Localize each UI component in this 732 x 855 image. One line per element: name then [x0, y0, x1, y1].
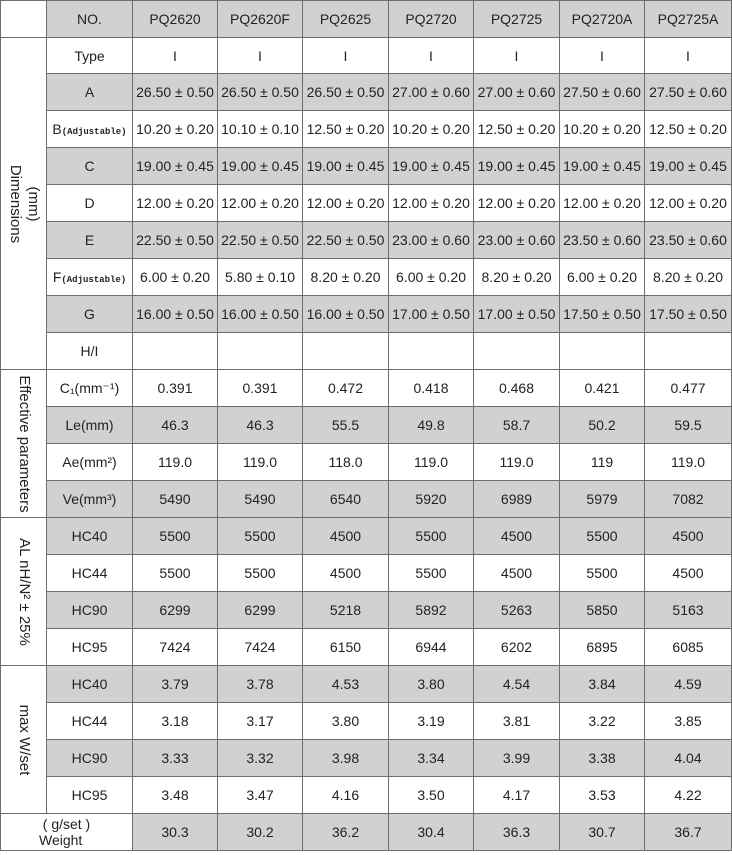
- effective-row-value: 46.3: [218, 407, 303, 444]
- al-row-value: 4500: [474, 555, 560, 592]
- power-row-value: 4.59: [645, 666, 732, 703]
- dimension-value: 19.00 ± 0.45: [474, 148, 560, 185]
- al-row-value: 5263: [474, 592, 560, 629]
- effective-row-value: 0.418: [389, 370, 474, 407]
- al-row-value: 5500: [389, 555, 474, 592]
- al-row-value: 7424: [218, 629, 303, 666]
- al-row-value: 5218: [303, 592, 389, 629]
- al-group-label: [15, 538, 33, 646]
- al-row-value: 6299: [218, 592, 303, 629]
- power-row-value: 3.78: [218, 666, 303, 703]
- dimension-value: [303, 333, 389, 370]
- corner-cell: [1, 1, 47, 38]
- effective-row-value: 59.5: [645, 407, 732, 444]
- power-row-value: 3.47: [218, 777, 303, 814]
- al-row-value: 6299: [133, 592, 218, 629]
- model-header: PQ2720: [389, 1, 474, 38]
- dimension-row: [1, 222, 732, 259]
- dimension-value: 22.50 ± 0.50: [218, 222, 303, 259]
- type-value: I: [560, 38, 645, 74]
- dimension-label: [47, 111, 133, 148]
- al-row-value: 5500: [560, 518, 645, 555]
- weight-value: 30.2: [218, 814, 303, 851]
- dimension-row: [1, 74, 732, 111]
- al-row-label: HC95: [47, 629, 133, 666]
- power-row-label: HC95: [47, 777, 133, 814]
- al-row: [1, 592, 732, 629]
- power-row-value: 3.84: [560, 666, 645, 703]
- power-row-value: 3.33: [133, 740, 218, 777]
- effective-group-label: [15, 375, 33, 512]
- effective-row-value: 0.391: [218, 370, 303, 407]
- dimension-value: 8.20 ± 0.20: [474, 259, 560, 296]
- dimension-value: 22.50 ± 0.50: [133, 222, 218, 259]
- power-row-value: 3.34: [389, 740, 474, 777]
- dimension-value: [474, 333, 560, 370]
- dimension-row: [1, 333, 732, 370]
- dimension-letter: B: [52, 121, 62, 137]
- dimension-label: [47, 296, 133, 333]
- al-row-value: 4500: [474, 518, 560, 555]
- weight-value: 30.7: [560, 814, 645, 851]
- al-row-label: HC90: [47, 592, 133, 629]
- al-row-value: 6202: [474, 629, 560, 666]
- effective-row: [1, 481, 732, 518]
- dimension-value: 16.00 ± 0.50: [303, 296, 389, 333]
- type-row: [1, 38, 732, 74]
- power-row: [1, 740, 732, 777]
- dimension-value: 12.00 ± 0.20: [218, 185, 303, 222]
- effective-row-value: 55.5: [303, 407, 389, 444]
- effective-row-value: 0.391: [133, 370, 218, 407]
- al-row-value: 4500: [303, 518, 389, 555]
- dimension-row: [1, 148, 732, 185]
- type-value: I: [645, 38, 732, 74]
- power-row-label: HC90: [47, 740, 133, 777]
- dimension-value: [645, 333, 732, 370]
- effective-row-value: 0.468: [474, 370, 560, 407]
- header-row: [1, 1, 732, 38]
- dimension-row: [1, 259, 732, 296]
- power-row-value: 3.80: [389, 666, 474, 703]
- power-row-value: 4.17: [474, 777, 560, 814]
- dimension-letter: A: [84, 84, 95, 100]
- dimension-value: 19.00 ± 0.45: [133, 148, 218, 185]
- weight-value: 30.3: [133, 814, 218, 851]
- power-row-value: 3.85: [645, 703, 732, 740]
- dimension-value: 19.00 ± 0.45: [389, 148, 474, 185]
- dimension-value: 10.20 ± 0.20: [133, 111, 218, 148]
- adjustable-note: (Adjustable): [61, 275, 127, 285]
- dimension-value: [389, 333, 474, 370]
- power-row: [1, 666, 732, 703]
- al-row-value: 5500: [389, 518, 474, 555]
- al-row-value: 5500: [218, 518, 303, 555]
- effective-row-value: 119.0: [389, 444, 474, 481]
- model-header: PQ2620: [133, 1, 218, 38]
- model-header: PQ2720A: [560, 1, 645, 38]
- effective-row-value: 49.8: [389, 407, 474, 444]
- al-row-value: 6895: [560, 629, 645, 666]
- effective-row-value: 119.0: [474, 444, 560, 481]
- effective-row-value: 5490: [133, 481, 218, 518]
- power-row-value: 4.22: [645, 777, 732, 814]
- dimension-label: [47, 185, 133, 222]
- al-row: [1, 518, 732, 555]
- effective-row-value: 5490: [218, 481, 303, 518]
- power-row-value: 3.50: [389, 777, 474, 814]
- no-label: NO.: [47, 1, 133, 38]
- dimension-value: 27.00 ± 0.60: [474, 74, 560, 111]
- dimension-value: 23.00 ± 0.60: [389, 222, 474, 259]
- weight-value: 36.3: [474, 814, 560, 851]
- effective-row-value: 119.0: [133, 444, 218, 481]
- dimensions-group: [1, 38, 47, 370]
- al-row-value: 5500: [218, 555, 303, 592]
- dimensions-group-line2: Dimensions: [6, 164, 24, 243]
- effective-group: [1, 370, 47, 518]
- dimension-value: 12.50 ± 0.20: [303, 111, 389, 148]
- type-value: I: [303, 38, 389, 74]
- dimension-value: 10.10 ± 0.10: [218, 111, 303, 148]
- dimension-value: 16.00 ± 0.50: [133, 296, 218, 333]
- dimension-value: 12.00 ± 0.20: [133, 185, 218, 222]
- dimension-letter: H/I: [80, 343, 99, 359]
- dimension-value: 6.00 ± 0.20: [133, 259, 218, 296]
- type-value: I: [133, 38, 218, 74]
- power-row: [1, 777, 732, 814]
- weight-value: 30.4: [389, 814, 474, 851]
- power-row-value: 3.98: [303, 740, 389, 777]
- al-row-label: HC40: [47, 518, 133, 555]
- dimension-value: [133, 333, 218, 370]
- power-row-value: 3.18: [133, 703, 218, 740]
- dimension-value: 23.50 ± 0.60: [560, 222, 645, 259]
- al-row-value: 5500: [560, 555, 645, 592]
- dimension-value: 19.00 ± 0.45: [218, 148, 303, 185]
- al-row-value: 5892: [389, 592, 474, 629]
- dimension-value: 27.50 ± 0.60: [645, 74, 732, 111]
- power-row-value: 3.38: [560, 740, 645, 777]
- effective-row-value: 50.2: [560, 407, 645, 444]
- dimension-letter: F: [52, 269, 62, 285]
- dimension-label: [47, 222, 133, 259]
- dimension-value: 12.50 ± 0.20: [645, 111, 732, 148]
- dimension-value: 8.20 ± 0.20: [645, 259, 732, 296]
- effective-row-label: Le(mm): [47, 407, 133, 444]
- al-row: [1, 555, 732, 592]
- power-row-value: 3.79: [133, 666, 218, 703]
- dimension-row: [1, 111, 732, 148]
- effective-row-value: 119: [560, 444, 645, 481]
- dimension-letter: G: [84, 306, 95, 322]
- effective-row-value: 119.0: [645, 444, 732, 481]
- al-row-value: 5850: [560, 592, 645, 629]
- dimension-value: 23.50 ± 0.60: [645, 222, 732, 259]
- effective-row: [1, 370, 732, 407]
- type-value: I: [218, 38, 303, 74]
- dimension-value: 16.00 ± 0.50: [218, 296, 303, 333]
- dimensions-group-label: [6, 164, 42, 242]
- power-row-value: 3.81: [474, 703, 560, 740]
- type-label: Type: [47, 38, 133, 74]
- weight-unit: ( g/set ): [42, 816, 91, 832]
- dimension-value: 10.20 ± 0.20: [560, 111, 645, 148]
- dimension-value: 27.00 ± 0.60: [389, 74, 474, 111]
- dimension-value: 17.00 ± 0.50: [389, 296, 474, 333]
- power-row-value: 3.32: [218, 740, 303, 777]
- power-row-value: 4.04: [645, 740, 732, 777]
- effective-row: [1, 444, 732, 481]
- dimension-value: 12.50 ± 0.20: [474, 111, 560, 148]
- power-row: [1, 703, 732, 740]
- dimension-value: 17.50 ± 0.50: [645, 296, 732, 333]
- effective-row-value: 118.0: [303, 444, 389, 481]
- al-row-label: HC44: [47, 555, 133, 592]
- power-group-label: [15, 704, 33, 775]
- model-header: PQ2625: [303, 1, 389, 38]
- dimension-value: 17.00 ± 0.50: [474, 296, 560, 333]
- dimension-value: 12.00 ± 0.20: [389, 185, 474, 222]
- effective-row-label: Ve(mm³): [47, 481, 133, 518]
- effective-row-label: Ae(mm²): [47, 444, 133, 481]
- power-row-label: HC40: [47, 666, 133, 703]
- effective-row-value: 6989: [474, 481, 560, 518]
- dimension-value: 27.50 ± 0.60: [560, 74, 645, 111]
- dimension-value: 26.50 ± 0.50: [303, 74, 389, 111]
- dimension-value: 23.00 ± 0.60: [474, 222, 560, 259]
- effective-row-value: 58.7: [474, 407, 560, 444]
- dimension-label: [47, 259, 133, 296]
- dimension-value: 26.50 ± 0.50: [133, 74, 218, 111]
- dimension-value: 12.00 ± 0.20: [474, 185, 560, 222]
- dimension-value: 19.00 ± 0.45: [645, 148, 732, 185]
- weight-label: [1, 814, 133, 851]
- dimension-value: [218, 333, 303, 370]
- al-row-value: 5163: [645, 592, 732, 629]
- effective-row-label: C₁(mm⁻¹): [47, 370, 133, 407]
- effective-group-line1: Effective parameters: [15, 374, 33, 513]
- al-group-line1: AL nH/N² ± 25%: [15, 537, 33, 646]
- power-group: [1, 666, 47, 814]
- power-row-value: 3.99: [474, 740, 560, 777]
- al-row-value: 6150: [303, 629, 389, 666]
- effective-row-value: 0.472: [303, 370, 389, 407]
- dimension-label: [47, 148, 133, 185]
- dimension-letter: D: [84, 195, 95, 211]
- al-row-value: 5500: [133, 555, 218, 592]
- weight-row: [1, 814, 732, 851]
- weight-title: Weight: [39, 832, 83, 848]
- dimension-value: 12.00 ± 0.20: [560, 185, 645, 222]
- dimension-label: [47, 74, 133, 111]
- effective-row-value: 46.3: [133, 407, 218, 444]
- dimension-value: [560, 333, 645, 370]
- power-row-value: 3.80: [303, 703, 389, 740]
- al-row: [1, 629, 732, 666]
- al-row-value: 5500: [133, 518, 218, 555]
- al-row-value: 6944: [389, 629, 474, 666]
- effective-row-value: 119.0: [218, 444, 303, 481]
- power-row-value: 4.16: [303, 777, 389, 814]
- dimension-value: 19.00 ± 0.45: [303, 148, 389, 185]
- effective-row: [1, 407, 732, 444]
- dimension-value: 10.20 ± 0.20: [389, 111, 474, 148]
- dimension-value: 12.00 ± 0.20: [645, 185, 732, 222]
- power-row-value: 3.17: [218, 703, 303, 740]
- type-value: I: [389, 38, 474, 74]
- adjustable-note: (Adjustable): [61, 127, 127, 137]
- dimensions-group-line1: (mm): [24, 186, 42, 221]
- dimension-value: 22.50 ± 0.50: [303, 222, 389, 259]
- al-row-value: 7424: [133, 629, 218, 666]
- al-row-value: 4500: [645, 518, 732, 555]
- effective-row-value: 0.421: [560, 370, 645, 407]
- dimension-row: [1, 296, 732, 333]
- dimension-value: 17.50 ± 0.50: [560, 296, 645, 333]
- model-header: PQ2725: [474, 1, 560, 38]
- model-header: PQ2620F: [218, 1, 303, 38]
- al-group: [1, 518, 47, 666]
- al-row-value: 4500: [645, 555, 732, 592]
- dimension-value: 19.00 ± 0.45: [560, 148, 645, 185]
- power-group-line1: max W/set: [15, 704, 33, 775]
- effective-row-value: 0.477: [645, 370, 732, 407]
- power-row-value: 3.48: [133, 777, 218, 814]
- power-row-value: 4.54: [474, 666, 560, 703]
- dimension-value: 8.20 ± 0.20: [303, 259, 389, 296]
- dimension-value: 12.00 ± 0.20: [303, 185, 389, 222]
- type-value: I: [474, 38, 560, 74]
- dimension-value: 26.50 ± 0.50: [218, 74, 303, 111]
- dimension-label: [47, 333, 133, 370]
- power-row-value: 3.22: [560, 703, 645, 740]
- dimension-value: 5.80 ± 0.10: [218, 259, 303, 296]
- dimension-value: 6.00 ± 0.20: [560, 259, 645, 296]
- al-row-value: 6085: [645, 629, 732, 666]
- effective-row-value: 6540: [303, 481, 389, 518]
- weight-value: 36.2: [303, 814, 389, 851]
- dimension-value: 6.00 ± 0.20: [389, 259, 474, 296]
- dimension-row: [1, 185, 732, 222]
- effective-row-value: 5979: [560, 481, 645, 518]
- power-row-value: 3.53: [560, 777, 645, 814]
- al-row-value: 4500: [303, 555, 389, 592]
- power-row-value: 4.53: [303, 666, 389, 703]
- dimension-letter: C: [84, 158, 95, 174]
- model-header: PQ2725A: [645, 1, 732, 38]
- dimension-letter: E: [84, 232, 95, 248]
- power-row-value: 3.19: [389, 703, 474, 740]
- effective-row-value: 7082: [645, 481, 732, 518]
- effective-row-value: 5920: [389, 481, 474, 518]
- power-row-label: HC44: [47, 703, 133, 740]
- weight-value: 36.7: [645, 814, 732, 851]
